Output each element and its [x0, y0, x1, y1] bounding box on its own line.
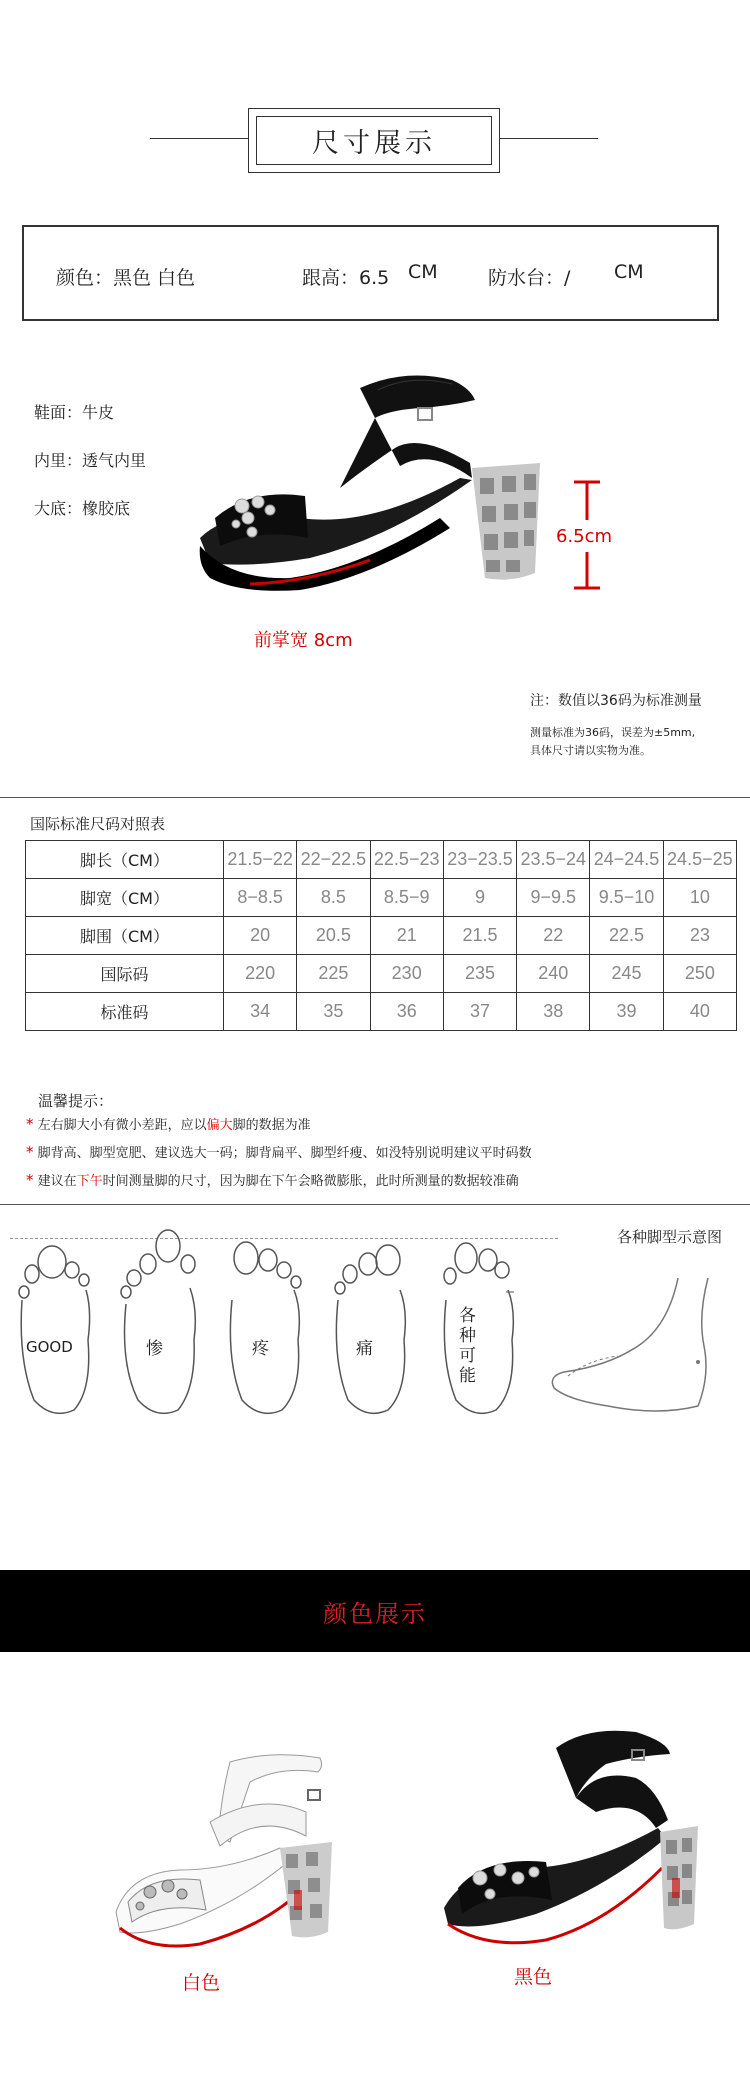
table-cell: 21 — [370, 917, 443, 955]
note-detail-1: 测量标准为36码，误差为±5mm, — [530, 726, 696, 739]
note-main: 注：数值以36码为标准测量 — [530, 693, 702, 709]
tip-1-text: 左右脚大小有微小差距，应以 — [37, 1118, 207, 1133]
table-cell: 250 — [663, 955, 736, 993]
row-header: 脚宽（CM） — [26, 879, 224, 917]
table-cell: 22.5−23 — [370, 841, 443, 879]
table-cell: 235 — [443, 955, 516, 993]
foot-outline-ache — [328, 1238, 418, 1420]
table-cell: 10 — [663, 879, 736, 917]
material-lining: 内里：透气内里 — [34, 451, 147, 470]
row-header: 标准码 — [26, 993, 224, 1031]
foot-outline-various — [436, 1236, 526, 1420]
spec-platform: 防水台：/ — [488, 267, 571, 289]
size-table-caption: 国际标准尺码对照表 — [30, 815, 166, 833]
row-header: 脚长（CM） — [26, 841, 224, 879]
table-cell: 8−8.5 — [224, 879, 297, 917]
foot-label-pain: 疼 — [252, 1339, 269, 1359]
table-cell: 9.5−10 — [590, 879, 663, 917]
star-icon: * — [26, 1115, 34, 1133]
spec-heel-unit: CM — [408, 261, 438, 283]
table-cell: 21.5−22 — [224, 841, 297, 879]
table-cell: 22.5 — [590, 917, 663, 955]
table-cell: 24−24.5 — [590, 841, 663, 879]
foot-label-bad: 惨 — [146, 1339, 163, 1359]
table-cell: 20 — [224, 917, 297, 955]
table-cell: 225 — [297, 955, 370, 993]
foot-outline-bad — [112, 1224, 207, 1420]
table-cell: 39 — [590, 993, 663, 1031]
foot-label-various: 各 种 可 能 — [459, 1306, 476, 1386]
table-row — [26, 841, 737, 879]
page-title: 尺寸展示 — [256, 116, 492, 165]
table-cell: 8.5 — [297, 879, 370, 917]
tip-3-text-end: 时间测量脚的尺寸，因为脚在下午会略微膨胀，此时所测量的数据较准确 — [102, 1174, 519, 1189]
foot-outline-good — [12, 1240, 102, 1420]
table-cell: 21.5 — [443, 917, 516, 955]
note-detail-2: 具体尺寸请以实物为准。 — [530, 744, 651, 757]
table-cell: 245 — [590, 955, 663, 993]
color-white-label: 白色 — [182, 1972, 221, 1994]
sandal-image-black — [190, 368, 550, 618]
tip-1-highlight: 偏大 — [206, 1118, 233, 1133]
table-cell: 36 — [370, 993, 443, 1031]
table-cell: 20.5 — [297, 917, 370, 955]
star-icon: * — [26, 1171, 34, 1189]
table-cell: 230 — [370, 955, 443, 993]
table-cell: 40 — [663, 993, 736, 1031]
table-row — [26, 993, 737, 1031]
tip-2 — [26, 1142, 532, 1161]
tip-2-text: 脚背高、脚型宽肥、建议选大一码；脚背扁平、脚型纤瘦、如没特别说明建议平时码数 — [37, 1146, 532, 1161]
row-header: 脚围（CM） — [26, 917, 224, 955]
tip-1-text-end: 脚的数据为准 — [232, 1118, 311, 1133]
spec-color: 颜色：黑色 白色 — [56, 267, 196, 289]
material-upper: 鞋面：牛皮 — [34, 403, 115, 422]
row-header: 国际码 — [26, 955, 224, 993]
table-cell: 220 — [224, 955, 297, 993]
table-cell: 22 — [517, 917, 590, 955]
divider — [0, 1204, 750, 1205]
tip-1 — [26, 1114, 311, 1133]
divider — [0, 797, 750, 798]
table-cell: 23.5−24 — [517, 841, 590, 879]
material-sole: 大底：橡胶底 — [34, 499, 131, 518]
size-table — [25, 840, 737, 1031]
spec-platform-unit: CM — [614, 261, 644, 283]
table-cell: 8.5−9 — [370, 879, 443, 917]
heel-height-label: 6.5cm — [556, 526, 613, 547]
tip-3-highlight: 下午 — [76, 1174, 103, 1189]
forefoot-width-label: 前掌宽 8cm — [254, 630, 353, 651]
foot-outline-pain — [222, 1236, 312, 1420]
table-cell: 35 — [297, 993, 370, 1031]
tips-heading: 温馨提示： — [38, 1092, 114, 1110]
table-row — [26, 879, 737, 917]
table-cell: 38 — [517, 993, 590, 1031]
color-black-label: 黑色 — [514, 1966, 553, 1988]
table-cell: 24.5−25 — [663, 841, 736, 879]
star-icon: * — [26, 1143, 34, 1161]
foot-types-heading: 各种脚型示意图 — [617, 1228, 723, 1246]
side-foot-icon — [548, 1276, 738, 1416]
sandal-image-white — [110, 1752, 340, 1962]
foot-label-ache: 痛 — [356, 1339, 373, 1359]
title-line-top — [150, 138, 248, 139]
spec-heel-height: 跟高：6.5 — [302, 267, 390, 289]
table-cell: 34 — [224, 993, 297, 1031]
table-row — [26, 917, 737, 955]
table-cell: 37 — [443, 993, 516, 1031]
sandal-image-black-small — [436, 1728, 706, 1958]
title-line-top-right — [500, 138, 598, 139]
table-cell: 9 — [443, 879, 516, 917]
tip-3 — [26, 1170, 519, 1189]
table-cell: 23−23.5 — [443, 841, 516, 879]
foot-label-good: GOOD — [26, 1338, 73, 1356]
color-section-banner: 颜色展示 — [0, 1570, 750, 1652]
spec-box — [22, 225, 719, 321]
table-cell: 22−22.5 — [297, 841, 370, 879]
table-cell: 23 — [663, 917, 736, 955]
tip-3-text: 建议在 — [37, 1174, 77, 1189]
table-cell: 9−9.5 — [517, 879, 590, 917]
table-row — [26, 955, 737, 993]
table-cell: 240 — [517, 955, 590, 993]
